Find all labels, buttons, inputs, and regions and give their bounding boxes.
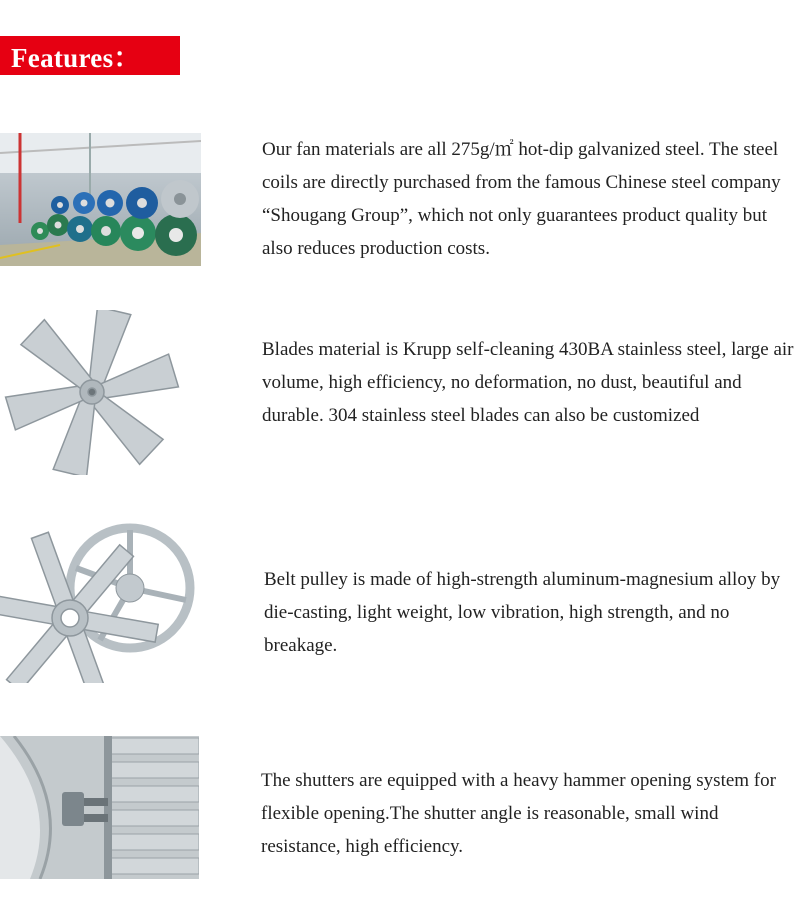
features-banner [0, 36, 180, 75]
feature-4-text: The shutters are equipped with a heavy hammer opening system for flexible opening.The shutter angle is reasonable, small wind resistance, high efficiency. [261, 770, 776, 857]
steel-coils-warehouse-photo [0, 133, 201, 266]
belt-pulley-photo [0, 518, 200, 683]
features-title: Features： [11, 43, 141, 73]
feature-1-text: Our fan materials are all 275g/㎡ hot-dip galvanized steel. The steel coils are directly purchased from the famous Chinese steel company “Shougang Group”, which not only guarantees product quality but also reduces production costs. [262, 139, 781, 259]
shutter-hammer-photo [0, 736, 199, 879]
fan-blades-photo [0, 310, 180, 475]
feature-3-text: Belt pulley is made of high-strength aluminum-magnesium alloy by die-casting, light weight, low vibration, high strength, and no breakage. [264, 569, 781, 656]
feature-2-text: Blades material is Krupp self-cleaning 430BA stainless steel, large air volume, high efficiency, no deformation, no dust, beautiful and durable. 304 stainless steel blades can also be customized [262, 339, 794, 426]
